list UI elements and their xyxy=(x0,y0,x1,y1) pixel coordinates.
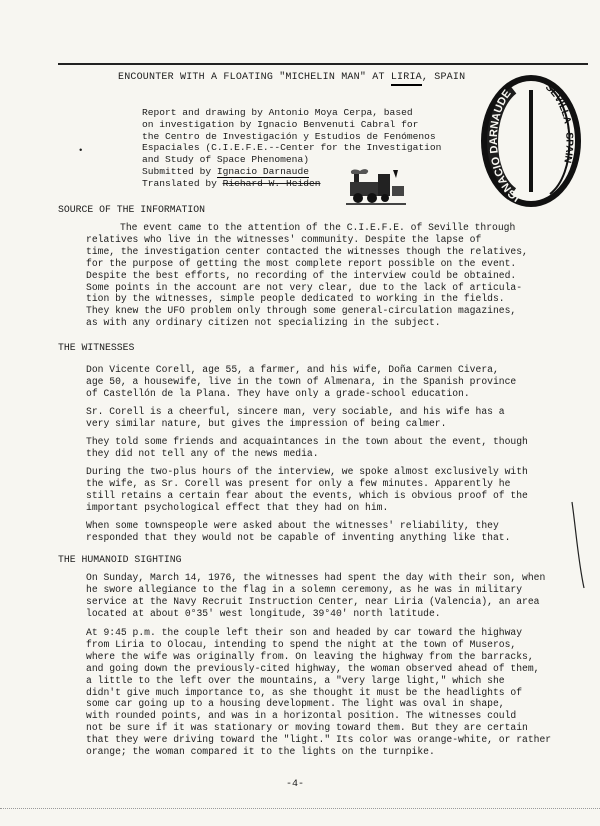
paragraph-line: some car going up to a housing development. The light was oval in shape, xyxy=(86,698,505,710)
page-number: -4- xyxy=(286,779,305,790)
paragraph-line: he swore allegiance to the flag in a solemn ceremony, as he was in military xyxy=(86,583,523,595)
margin-mark: • xyxy=(78,146,84,156)
humanoid-paragraph-2 xyxy=(86,627,586,758)
seal-bottom-text: SEVILLA - SPAIN xyxy=(543,81,575,164)
paragraph-line: They told some friends and acquaintances in the town about the event, though xyxy=(86,436,528,447)
section-heading-source: SOURCE OF THE INFORMATION xyxy=(58,204,205,215)
humanoid-paragraph-1 xyxy=(86,572,586,620)
train-engraving xyxy=(346,168,406,208)
credits-line: on investigation by Ignacio Benvenuti Cabral for xyxy=(142,118,419,130)
paragraph-line: time, the investigation center contacted the witnesses though the relatives, xyxy=(86,245,528,257)
paragraph-line: not be sure if it was stationary or moving toward them. But they are certain xyxy=(86,722,528,734)
witnesses-paragraph-1 xyxy=(86,364,586,400)
paragraph-line: Some points in the account are not very clear, due to the lack of articula- xyxy=(86,281,523,293)
paragraph-line: During the two-plus hours of the interview, we spoke almost exclusively with xyxy=(86,466,528,477)
paragraph-line: tion by the witnesses, simple people dedicated to working in the fields. xyxy=(86,293,505,305)
credits-line: Espaciales (C.I.E.F.E.--Center for the Investigation xyxy=(142,142,442,154)
paragraph-line: responded that they would not be capable of inventing anything like that. xyxy=(86,531,511,543)
translated-label: Translated by xyxy=(142,177,223,189)
paragraph-line: where the wife was originally from. On leaving the highway from the barracks, xyxy=(86,650,534,662)
paragraph-line: orange; the woman compared it to the lights on the turnpike. xyxy=(86,746,435,758)
credits-line: and Study of Space Phenomena) xyxy=(142,154,309,166)
credits-line: Report and drawing by Antonio Moya Cerpa, based xyxy=(142,107,413,118)
paragraph-line: important psychological effect that they had on him. xyxy=(86,501,389,513)
source-paragraph xyxy=(86,222,586,329)
paragraph-line: relatives who live in the witnesses' community. Despite the lapse of xyxy=(86,233,482,245)
title-place: LIRIA xyxy=(391,72,422,86)
credits-line: the Centro de Investigación y Estudios de Fenómenos xyxy=(142,130,436,142)
scan-edge xyxy=(0,808,600,819)
witnesses-paragraph-2 xyxy=(86,406,586,430)
seal-top-text: IGNACIO DARNAUDE xyxy=(487,87,523,204)
paragraph-line: Despite the best efforts, no recording of the interview could be obtained. xyxy=(86,269,517,281)
submitted-label: Submitted by xyxy=(142,165,217,177)
section-heading-humanoid: THE HUMANOID SIGHTING xyxy=(58,554,182,565)
paragraph-line: for the purpose of getting the most complete report possible on the event. xyxy=(86,257,517,269)
witnesses-paragraph-4 xyxy=(86,466,586,514)
paragraph-line: very similar nature, but gives the impression of being calmer. xyxy=(86,417,447,429)
witnesses-paragraph-5 xyxy=(86,520,586,544)
top-rule xyxy=(58,63,588,65)
paragraph-line: and going down the previously-cited highway, the woman observed ahead of them, xyxy=(86,662,540,674)
paragraph-line: still retains a certain fear about the events, which is obvious proof of the xyxy=(86,489,528,501)
paragraph-line: At 9:45 p.m. the couple left their son and headed by car toward the highway xyxy=(86,627,523,638)
title-suffix: , SPAIN xyxy=(421,72,466,83)
submitted-line xyxy=(142,166,482,178)
witnesses-paragraph-3 xyxy=(86,436,586,460)
paragraph-line: that they were driving toward the "light." Its color was orange-white, or rather xyxy=(86,734,552,746)
paragraph-line: a little to the left over the mountains, a "very large light," which she xyxy=(86,674,505,686)
credits-block xyxy=(142,107,482,190)
translated-line xyxy=(142,178,482,190)
darnaude-seal xyxy=(472,66,590,216)
article-title xyxy=(118,72,478,83)
paragraph-line: as with any ordinary citizen not specializing in the subject. xyxy=(86,317,441,329)
paragraph-line: The event came to the attention of the C.I.E.F.E. of Seville through xyxy=(120,222,516,233)
paragraph-line: didn't give much importance to, as she thought it must be the headlights of xyxy=(86,686,523,698)
paragraph-line: age 50, a housewife, live in the town of Almenara, in the Spanish province xyxy=(86,375,517,387)
submitter-name: Ignacio Darnaude xyxy=(216,165,309,177)
paragraph-line: they did not tell any of the news media. xyxy=(86,447,319,459)
paragraph-line: the wife, as Sr. Corell was present for only a few minutes. Apparently he xyxy=(86,477,511,489)
paragraph-line: On Sunday, March 14, 1976, the witnesses had spent the day with their son, when xyxy=(86,572,546,583)
paragraph-line: located at about 0°35' west longitude, 39°40' north latitude. xyxy=(86,607,441,619)
paragraph-line: Don Vicente Corell, age 55, a farmer, and his wife, Doña Carmen Civera, xyxy=(86,364,499,375)
paragraph-line: of Castellón de la Plana. They have only a grade-school education. xyxy=(86,387,470,399)
translator-name: Richard W. Heiden xyxy=(222,177,321,189)
paragraph-line: from Liria to Olocau, intending to spend the night at the town of Museros, xyxy=(86,638,517,650)
paragraph-line: with rounded points, and was in a horizontal position. The witnesses could xyxy=(86,710,517,722)
title-prefix: ENCOUNTER WITH A FLOATING "MICHELIN MAN" AT xyxy=(118,72,391,83)
paragraph-line: Sr. Corell is a cheerful, sincere man, very sociable, and his wife has a xyxy=(86,406,505,417)
paragraph-line: service at the Navy Recruit Instruction Center, near Liria (Valencia), an area xyxy=(86,595,540,607)
paragraph-line: When some townspeople were asked about the witnesses' reliability, they xyxy=(86,520,499,531)
paragraph-line: They knew the UFO problem only through some general-circulation magazines, xyxy=(86,305,517,317)
section-heading-witnesses: THE WITNESSES xyxy=(58,342,135,353)
